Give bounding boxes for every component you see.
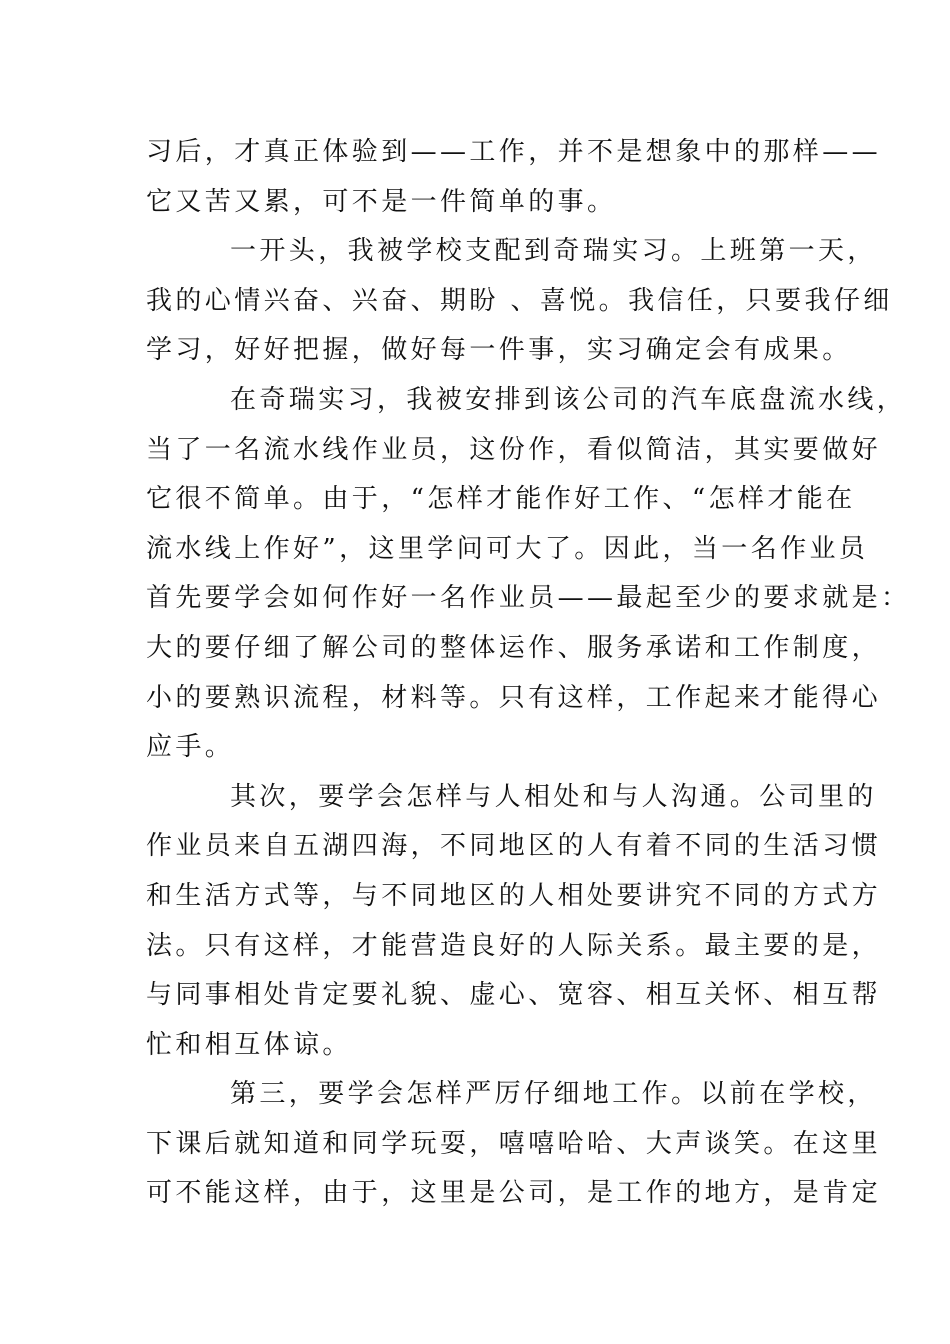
paragraph-1 — [146, 128, 882, 227]
paragraph-5 — [146, 1070, 882, 1219]
text-line: 在奇瑞实习，我被安排到该公司的汽车底盘流水线， — [230, 384, 907, 415]
text-line: 小的要熟识流程，材料等。只有这样，工作起来才能得心 — [146, 682, 882, 713]
text-line: 法。只有这样，才能营造良好的人际关系。最主要的是， — [146, 930, 882, 961]
text-line: 流水线上作好”，这里学问可大了。因此，当一名作业员 — [146, 533, 869, 564]
text-line: 它又苦又累，可不是一件简单的事。 — [146, 186, 617, 217]
text-line: 下课后就知道和同学玩耍，嘻嘻哈哈、大声谈笑。在这里 — [146, 1128, 882, 1159]
text-line: 习后，才真正体验到——工作，并不是想象中的那样—— — [146, 137, 882, 167]
text-line: 首先要学会如何作好一名作业员——最起至少的要求就是： — [146, 583, 911, 614]
text-line: 和生活方式等，与不同地区的人相处要讲究不同的方式方 — [146, 880, 882, 911]
text-line: 忙和相互体谅。 — [146, 1029, 352, 1060]
text-line: 作业员来自五湖四海，不同地区的人有着不同的生活习惯 — [146, 831, 882, 862]
paragraph-4 — [146, 773, 882, 1071]
text-line: 它很不简单。由于，“怎样才能作好工作、“怎样才能在 — [146, 484, 856, 515]
document-body — [146, 128, 911, 1219]
text-line: 我的心情兴奋、兴奋、期盼 、喜悦。我信任，只要我仔细 — [146, 285, 893, 316]
text-line: 可不能这样，由于，这里是公司，是工作的地方，是肯定 — [146, 1178, 882, 1209]
text-line: 一开头，我被学校支配到奇瑞实习。上班第一天， — [230, 236, 877, 267]
paragraph-3 — [146, 376, 911, 773]
text-line: 与同事相处肯定要礼貌、虚心、宽容、相互关怀、相互帮 — [146, 980, 882, 1011]
text-line: 应手。 — [146, 732, 235, 763]
paragraph-2 — [146, 227, 893, 376]
text-line: 大的要仔细了解公司的整体运作、服务承诺和工作制度， — [146, 632, 882, 663]
text-line: 第三，要学会怎样严厉仔细地工作。以前在学校， — [230, 1079, 877, 1110]
text-line: 学习，好好把握，做好每一件事，实习确定会有成果。 — [146, 335, 852, 366]
text-line: 当了一名流水线作业员，这份作，看似简洁，其实要做好 — [146, 434, 882, 465]
text-line: 其次，要学会怎样与人相处和与人沟通。公司里的 — [230, 781, 877, 812]
